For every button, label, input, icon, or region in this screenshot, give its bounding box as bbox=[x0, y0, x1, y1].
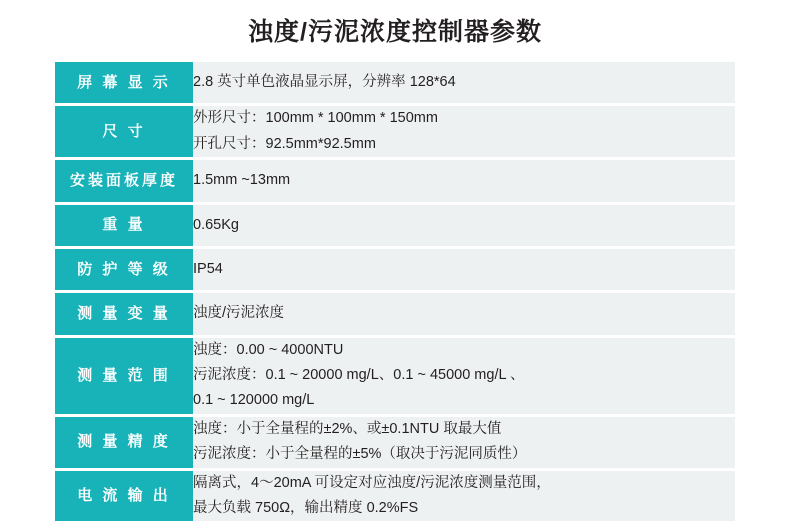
spec-value-weight bbox=[193, 203, 735, 247]
value-line: 最大负载 750Ω，输出精度 0.2%FS bbox=[193, 499, 419, 516]
spec-label-measuring-accuracy bbox=[55, 415, 193, 469]
page-title: 浊度/污泥浓度控制器参数 bbox=[248, 18, 542, 46]
spec-label-current-output bbox=[55, 469, 193, 523]
spec-label-text: 测 量 变 量 bbox=[77, 305, 171, 323]
value-line: 开孔尺寸：92.5mm*92.5mm bbox=[193, 135, 376, 152]
table-row bbox=[55, 159, 735, 203]
specifications-table bbox=[55, 62, 735, 524]
spec-label-text: 重 量 bbox=[102, 216, 146, 234]
spec-value-panel-thickness bbox=[193, 159, 735, 203]
spec-label-protection-grade bbox=[55, 247, 193, 291]
value-line: 2.8 英寸单色液晶显示屏，分辨率 128*64 bbox=[193, 74, 456, 90]
spec-label-weight bbox=[55, 203, 193, 247]
table-row bbox=[55, 336, 735, 415]
table-row bbox=[55, 62, 735, 105]
spec-value-dimensions bbox=[193, 105, 735, 159]
spec-label-measured-variable bbox=[55, 292, 193, 336]
spec-label-screen-display bbox=[55, 62, 193, 105]
spec-label-text: 测 量 范 围 bbox=[77, 366, 171, 384]
spec-value-measuring-accuracy bbox=[193, 415, 735, 469]
spec-value-current-output bbox=[193, 469, 735, 523]
value-line: 浊度/污泥浓度 bbox=[193, 305, 285, 322]
spec-label-text: 防 护 等 级 bbox=[77, 260, 171, 278]
table-row bbox=[55, 292, 735, 336]
value-line: 0.65Kg bbox=[193, 216, 239, 233]
spec-label-dimensions bbox=[55, 105, 193, 159]
spec-label-text: 尺 寸 bbox=[102, 123, 146, 140]
value-line: 浊度：小于全量程的±2%、或±0.1NTU 取最大值 bbox=[193, 420, 502, 437]
spec-label-text: 屏 幕 显 示 bbox=[77, 73, 171, 91]
table-row bbox=[55, 247, 735, 291]
spec-label-measuring-range bbox=[55, 336, 193, 415]
value-line: 污泥浓度：0.1 ~ 20000 mg/L、0.1 ~ 45000 mg/L 、 bbox=[193, 367, 525, 383]
table-row bbox=[55, 469, 735, 523]
value-line: 1.5mm ~13mm bbox=[193, 172, 291, 189]
value-line: IP54 bbox=[193, 260, 223, 277]
value-line: 污泥浓度：小于全量程的±5%（取决于污泥同质性） bbox=[193, 446, 527, 463]
spec-value-protection-grade bbox=[193, 247, 735, 291]
value-line: 隔离式，4～20mA 可设定对应浊度/污泥浓度测量范围， bbox=[193, 474, 551, 491]
spec-label-text: 测 量 精 度 bbox=[77, 433, 171, 451]
spec-value-measured-variable bbox=[193, 292, 735, 336]
value-line: 外形尺寸：100mm * 100mm * 150mm bbox=[193, 110, 438, 127]
spec-label-text: 电 流 输 出 bbox=[77, 487, 171, 505]
table-row bbox=[55, 105, 735, 159]
value-line: 浊度：0.00 ~ 4000NTU bbox=[193, 341, 344, 358]
value-line: 0.1 ~ 120000 mg/L bbox=[193, 392, 315, 409]
spec-label-text: 安装面板厚度 bbox=[69, 172, 178, 190]
table-row bbox=[55, 415, 735, 469]
spec-value-screen-display bbox=[193, 62, 735, 105]
spec-value-measuring-range bbox=[193, 336, 735, 415]
table-row bbox=[55, 203, 735, 247]
spec-label-panel-thickness bbox=[55, 159, 193, 203]
